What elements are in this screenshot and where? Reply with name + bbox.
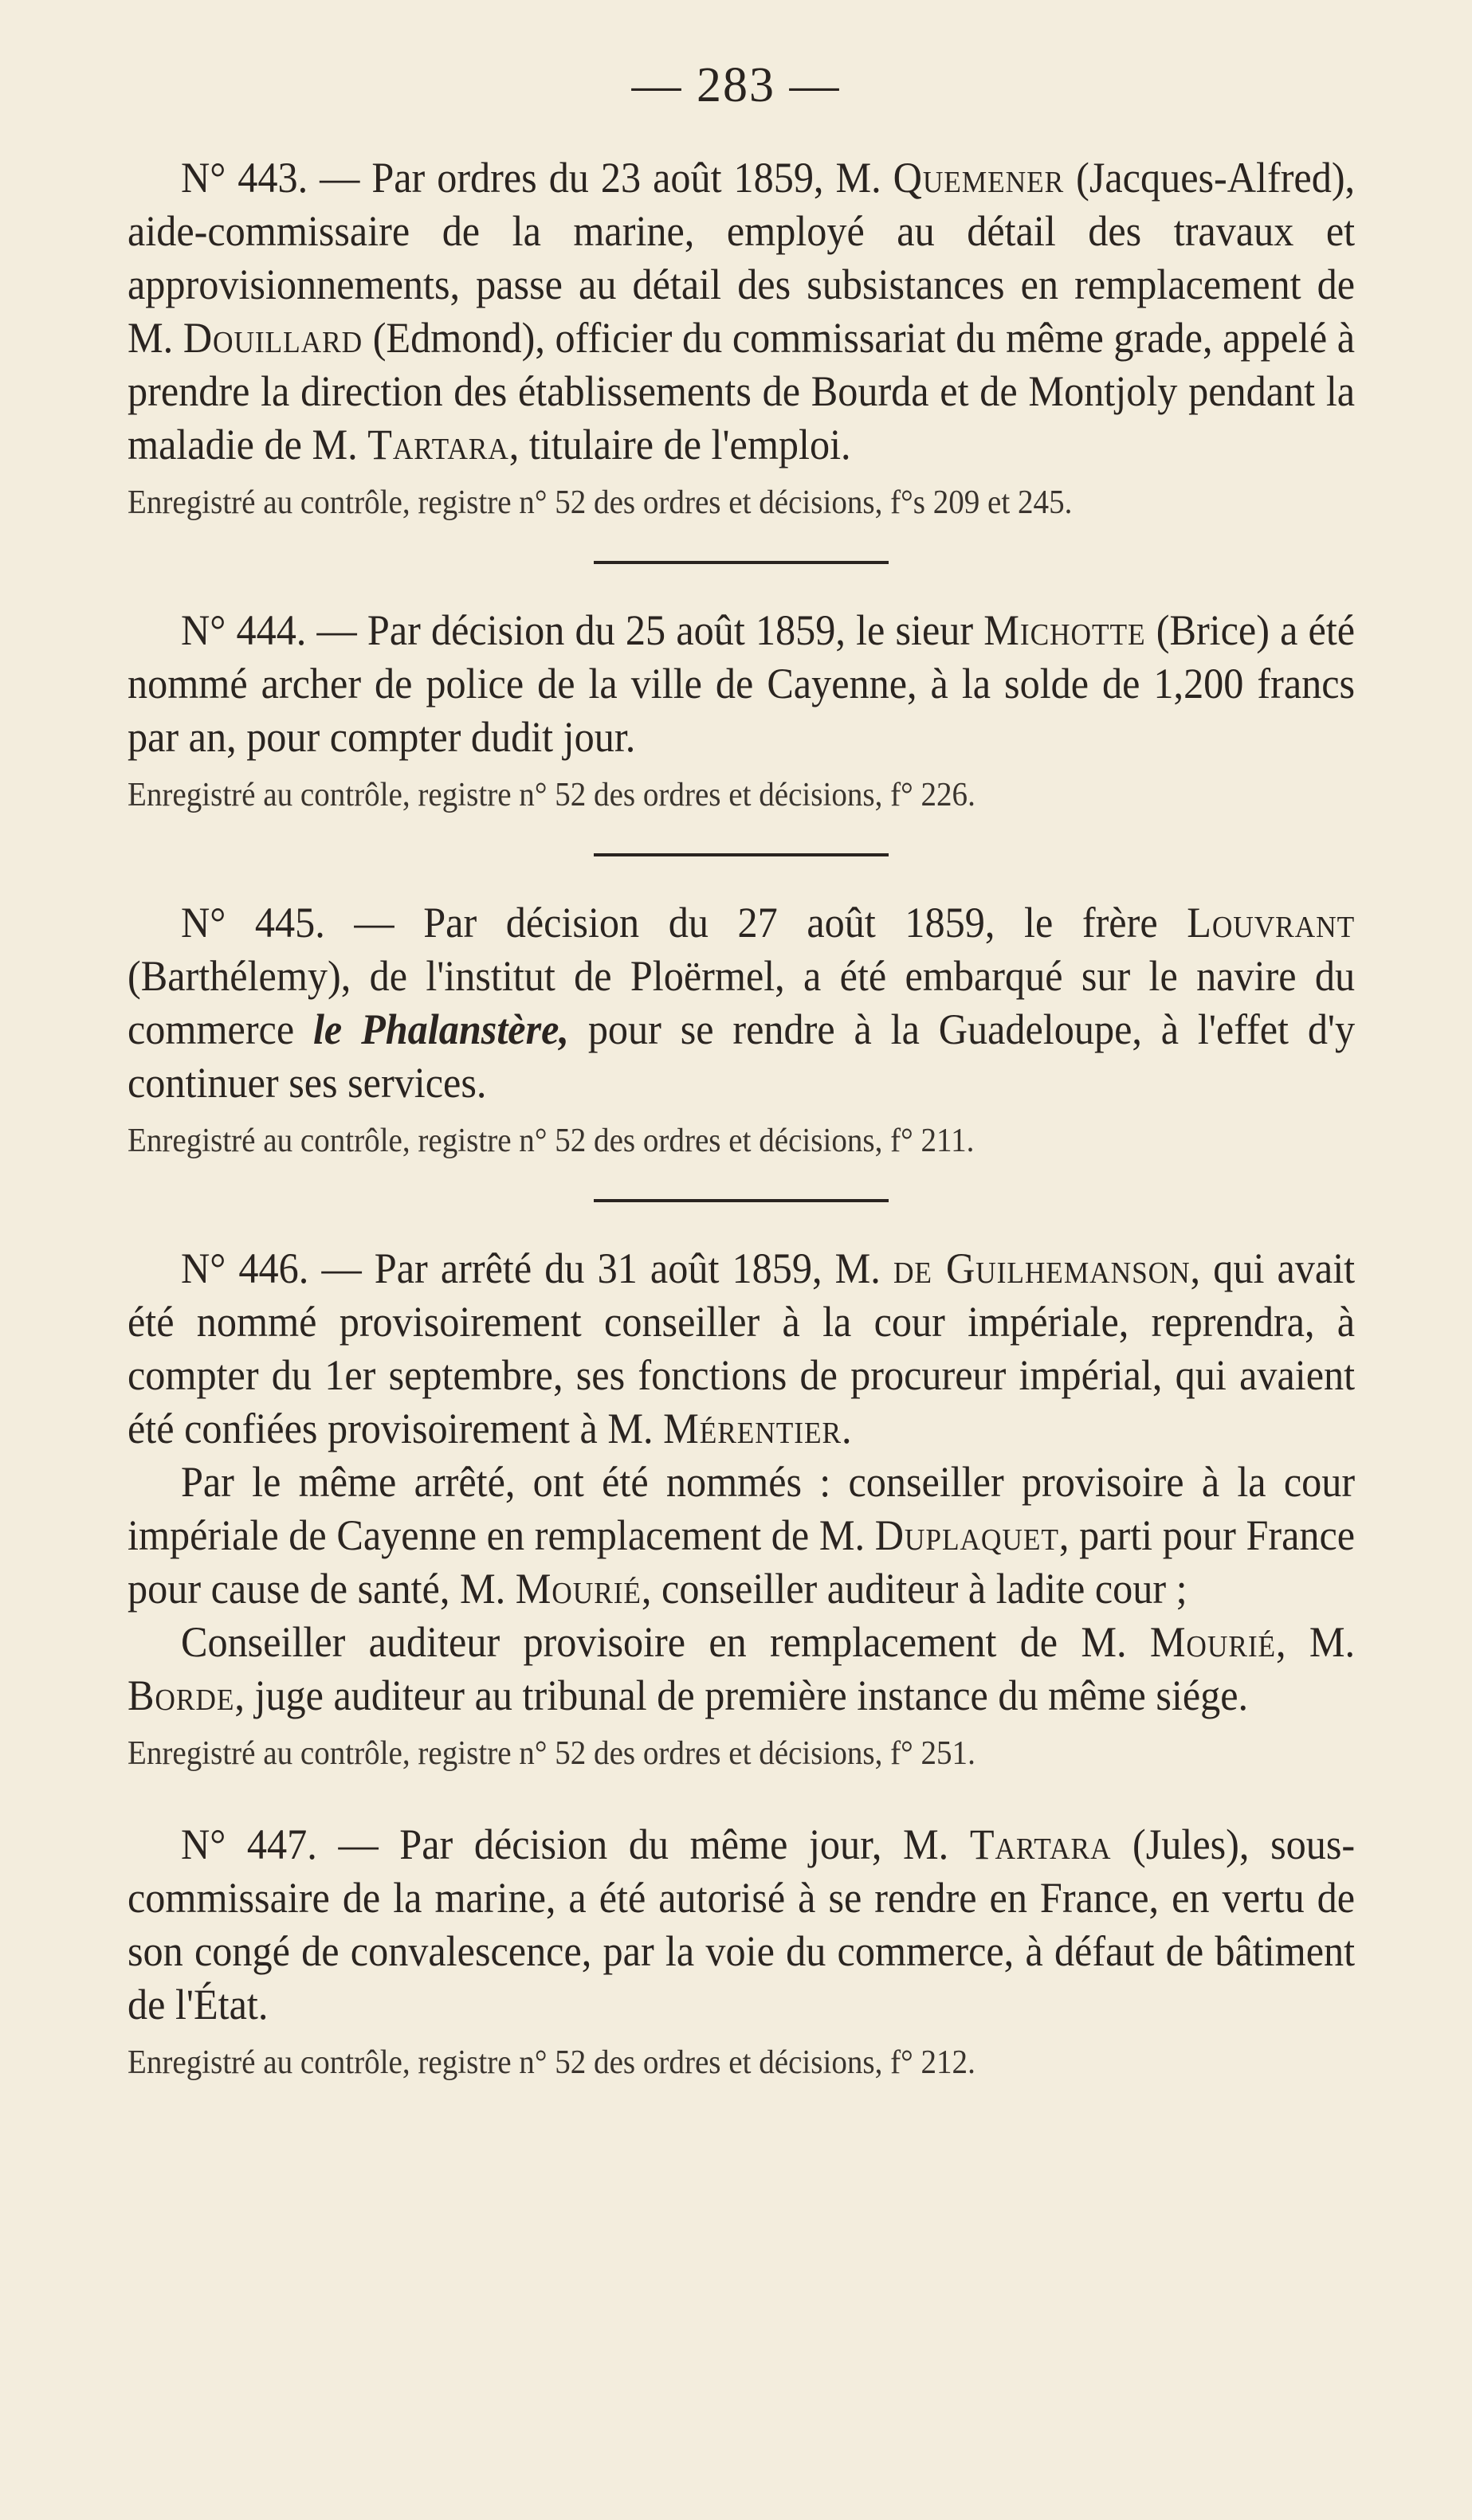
entry-number: N° 447. (180, 1820, 317, 1868)
entry-446 (128, 1242, 1355, 1777)
entry-446-paragraph-3: Conseiller auditeur provisoire en remplacement de M. Mourié, M. Borde, juge auditeur au tribunal de première instance du même siége. (128, 1618, 1356, 1719)
registration-note: Enregistré au contrôle, registre n° 52 des ordres et décisions, f° 212. (128, 2044, 975, 2081)
entry-number: N° 445. (180, 899, 325, 946)
person-name: Tartara (969, 1820, 1112, 1868)
person-name: Mourié (515, 1565, 642, 1613)
person-name: Michotte (983, 606, 1146, 654)
person-name: Borde (128, 1672, 235, 1719)
entry-446-paragraph-2: Par le même arrêté, ont été nommés : conseiller provisoire à la cour impériale de Cayenne en remplacement de M. Duplaquet, parti pour France pour cause de santé, M. Mourié, conseiller auditeur à ladite cour ; (128, 1458, 1356, 1613)
person-name: Mérentier (663, 1405, 842, 1452)
entry-443 (128, 151, 1355, 526)
entry-447 (128, 1818, 1355, 2086)
registration-note: Enregistré au contrôle, registre n° 52 des ordres et décisions, f° 251. (128, 1735, 975, 1772)
text-column (128, 151, 1355, 2086)
entry-number: N° 444. (180, 606, 307, 654)
person-name: Quemener (893, 154, 1065, 202)
entry-444 (128, 604, 1355, 818)
person-name: Louvrant (1187, 899, 1356, 946)
entry-446-paragraph: N° 446. — Par arrêté du 31 août 1859, M. de Guilhemanson, qui avait été nommé provisoirement conseiller à la cour impériale, reprendra, à compter du 1er septembre, ses fonctions de procureur impérial, qui avaient été confiées provisoirement à M. Mérentier. (128, 1244, 1356, 1452)
registration-note: Enregistré au contrôle, registre n° 52 des ordres et décisions, f° 211. (128, 1123, 975, 1159)
entry-number: N° 443. (180, 154, 308, 202)
section-divider (594, 1199, 889, 1202)
person-name: de Guilhemanson (893, 1244, 1191, 1292)
person-name: Mourié (1149, 1618, 1277, 1666)
entry-444-paragraph: N° 444. — Par décision du 25 août 1859, le sieur Michotte (Brice) a été nommé archer de police de la ville de Cayenne, à la solde de 1,200 francs par an, pour compter dudit jour. (128, 606, 1356, 761)
person-name: Duplaquet (874, 1511, 1059, 1559)
entry-445-paragraph: N° 445. — Par décision du 27 août 1859, le frère Louvrant (Barthélemy), de l'institut de Ploërmel, a été embarqué sur le navire du commerce le Phalanstère, pour se rendre à la Guadeloupe, à l'effet d'y continuer ses services. (128, 899, 1356, 1107)
section-divider (594, 853, 889, 856)
person-name: Douillard (183, 314, 363, 362)
entry-443-paragraph: N° 443. — Par ordres du 23 août 1859, M. Quemener (Jacques-Alfred), aide-commissaire de la marine, employé au détail des travaux et approvisionnements, passe au détail des subsistances en remplacement de M. Douillard (Edmond), officier du commissariat du même grade, appelé à prendre la direction des établissements de Bourda et de Montjoly pendant la maladie de M. Tartara, titulaire de l'emploi. (128, 154, 1356, 468)
entry-number: N° 446. (180, 1244, 309, 1292)
spacer (128, 1777, 1355, 1818)
person-name: Tartara (367, 421, 509, 468)
entry-447-paragraph: N° 447. — Par décision du même jour, M. Tartara (Jules), sous-commissaire de la marine, a été autorisé à se rendre en France, en vertu de son congé de convalescence, par la voie du commerce, à défaut de bâtiment de l'État. (128, 1820, 1356, 2028)
entry-445 (128, 896, 1355, 1164)
registration-note: Enregistré au contrôle, registre n° 52 des ordres et décisions, f°s 209 et 245. (128, 484, 1073, 521)
section-divider (594, 561, 889, 564)
registration-note: Enregistré au contrôle, registre n° 52 des ordres et décisions, f° 226. (128, 777, 975, 813)
ship-name: le Phalanstère, (312, 1005, 569, 1053)
page-number-header: — 283 — (631, 58, 841, 112)
